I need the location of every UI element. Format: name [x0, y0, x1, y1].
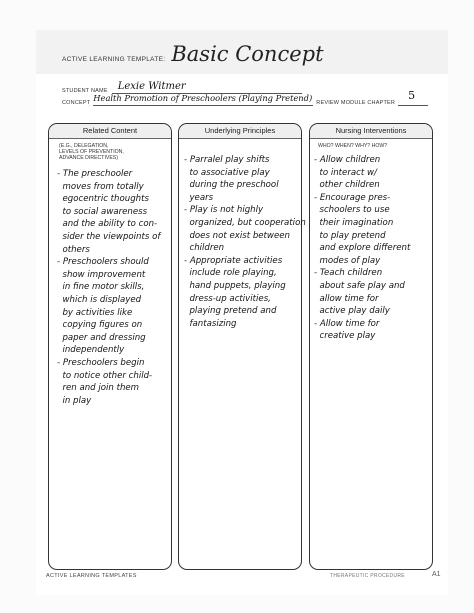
related-content-text[interactable]: - The preschooler moves from totally egocentric thoughts to social awareness and the ability to con- sider the viewpoints of others - Preschoolers should show improvement in fine motor skills, which is displayed by activities like copying figures on paper and dressing independently - Preschoolers begin to notice other child- ren and join them in play	[57, 169, 161, 406]
chapter-field[interactable]	[398, 89, 428, 106]
page-number: A1	[432, 571, 441, 578]
student-name-label: STUDENT NAME	[62, 88, 108, 94]
nursing-interventions-text[interactable]: - Allow children to interact w/ other children - Encourage pres- schoolers to use their imagination to play pretend and explore different modes of play - Teach children about safe play and allow time for active play daily - Allow time for creative play	[314, 155, 411, 342]
concept-value: Health Promotion of Preschoolers (Playing Pretend)	[93, 93, 313, 103]
underlying-principles-box	[178, 123, 306, 570]
underlying-principles-heading: Underlying Principles	[179, 124, 301, 139]
chapter-value: 5	[408, 89, 416, 102]
nursing-interventions-box	[309, 123, 433, 570]
concept-label: CONCEPT	[62, 100, 91, 106]
related-content-box	[48, 123, 172, 570]
related-content-subheading: (E.G., DELEGATION, LEVELS OF PREVENTION, ADVANCE DIRECTIVES)	[59, 143, 124, 162]
student-name-value: Lexie Witmer	[117, 81, 186, 92]
underlying-principles-text[interactable]: - Parralel play shifts to associative play during the preschool years - Play is not highly organized, but cooperation does not exist between children - Appropriate activities include role playing, hand puppets, playing dress-up activities, playing pretend and fantasizing	[184, 155, 306, 329]
template-label: ACTIVE LEARNING TEMPLATE:	[62, 56, 166, 63]
template-title: Basic Concept	[171, 42, 324, 66]
chapter-label: REVIEW MODULE CHAPTER	[316, 100, 396, 106]
nursing-interventions-subheading: WHO? WHEN? WHY? HOW?	[318, 143, 388, 149]
nursing-interventions-heading: Nursing Interventions	[310, 124, 432, 139]
related-content-heading: Related Content	[49, 124, 171, 139]
footer-right-label: THERAPEUTIC PROCEDURE	[330, 573, 405, 579]
footer-left-label: ACTIVE LEARNING TEMPLATES	[46, 573, 137, 579]
concept-field[interactable]	[93, 94, 313, 106]
template-header	[62, 42, 324, 66]
